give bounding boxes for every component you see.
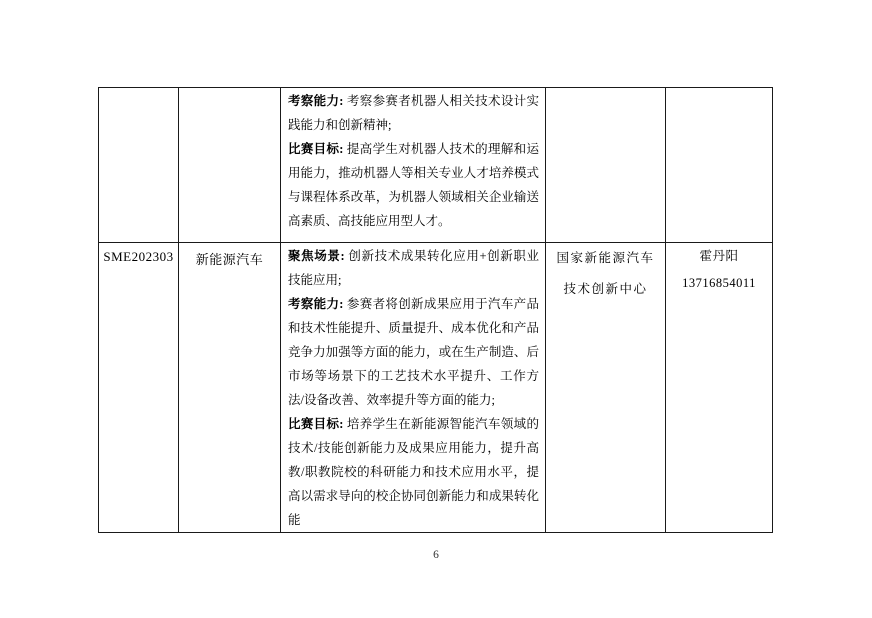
paragraph-label: 考察能力: — [288, 94, 344, 108]
cell-description — [281, 243, 546, 533]
description-paragraph — [288, 292, 539, 412]
table-row — [99, 243, 773, 533]
description-paragraph — [288, 137, 539, 233]
cell-category — [179, 88, 281, 243]
cell-organization: 国家新能源汽车技术创新中心 — [546, 243, 666, 533]
cell-category: 新能源汽车 — [179, 243, 281, 533]
description-paragraph — [288, 89, 539, 137]
cell-code — [99, 88, 179, 243]
paragraph-text: 考察参赛者机器人相关技术设计实践能力和创新精神; — [288, 94, 539, 132]
cell-organization — [546, 88, 666, 243]
contact-name: 霍丹阳 — [699, 249, 739, 263]
cell-contact — [666, 243, 773, 533]
paragraph-label: 比赛目标: — [288, 417, 344, 431]
cell-contact — [666, 88, 773, 243]
paragraph-label: 聚焦场景: — [288, 249, 345, 263]
paragraph-text: 提高学生对机器人技术的理解和运用能力，推动机器人等相关专业人才培养模式与课程体系改革，为机器人领域相关企业输送高素质、高技能应用型人才。 — [288, 142, 539, 228]
cell-code: SME202303 — [99, 243, 179, 533]
description-paragraph — [288, 244, 539, 292]
paragraph-label: 考察能力: — [288, 297, 344, 311]
competition-table — [98, 87, 773, 533]
paragraph-text: 培养学生在新能源智能汽车领域的技术/技能创新能力及成果应用能力，提升高教/职教院校的科研能力和技术应用水平，提高以需求导向的校企协同创新能力和成果转化能 — [288, 417, 539, 527]
cell-description — [281, 88, 546, 243]
paragraph-text: 参赛者将创新成果应用于汽车产品和技术性能提升、质量提升、成本优化和产品竞争力加强等方面的能力，或在生产制造、后市场等场景下的工艺技术水平提升、工作方法/设备改善、效率提升等方面的能力; — [288, 297, 539, 407]
paragraph-label: 比赛目标: — [288, 142, 344, 156]
paragraph-text: 创新技术成果转化应用+创新职业技能应用; — [288, 249, 540, 287]
description-paragraph — [288, 412, 539, 532]
page-number: 6 — [433, 549, 439, 561]
table-row-continuation — [99, 88, 773, 243]
contact-phone: 13716854011 — [682, 276, 756, 290]
